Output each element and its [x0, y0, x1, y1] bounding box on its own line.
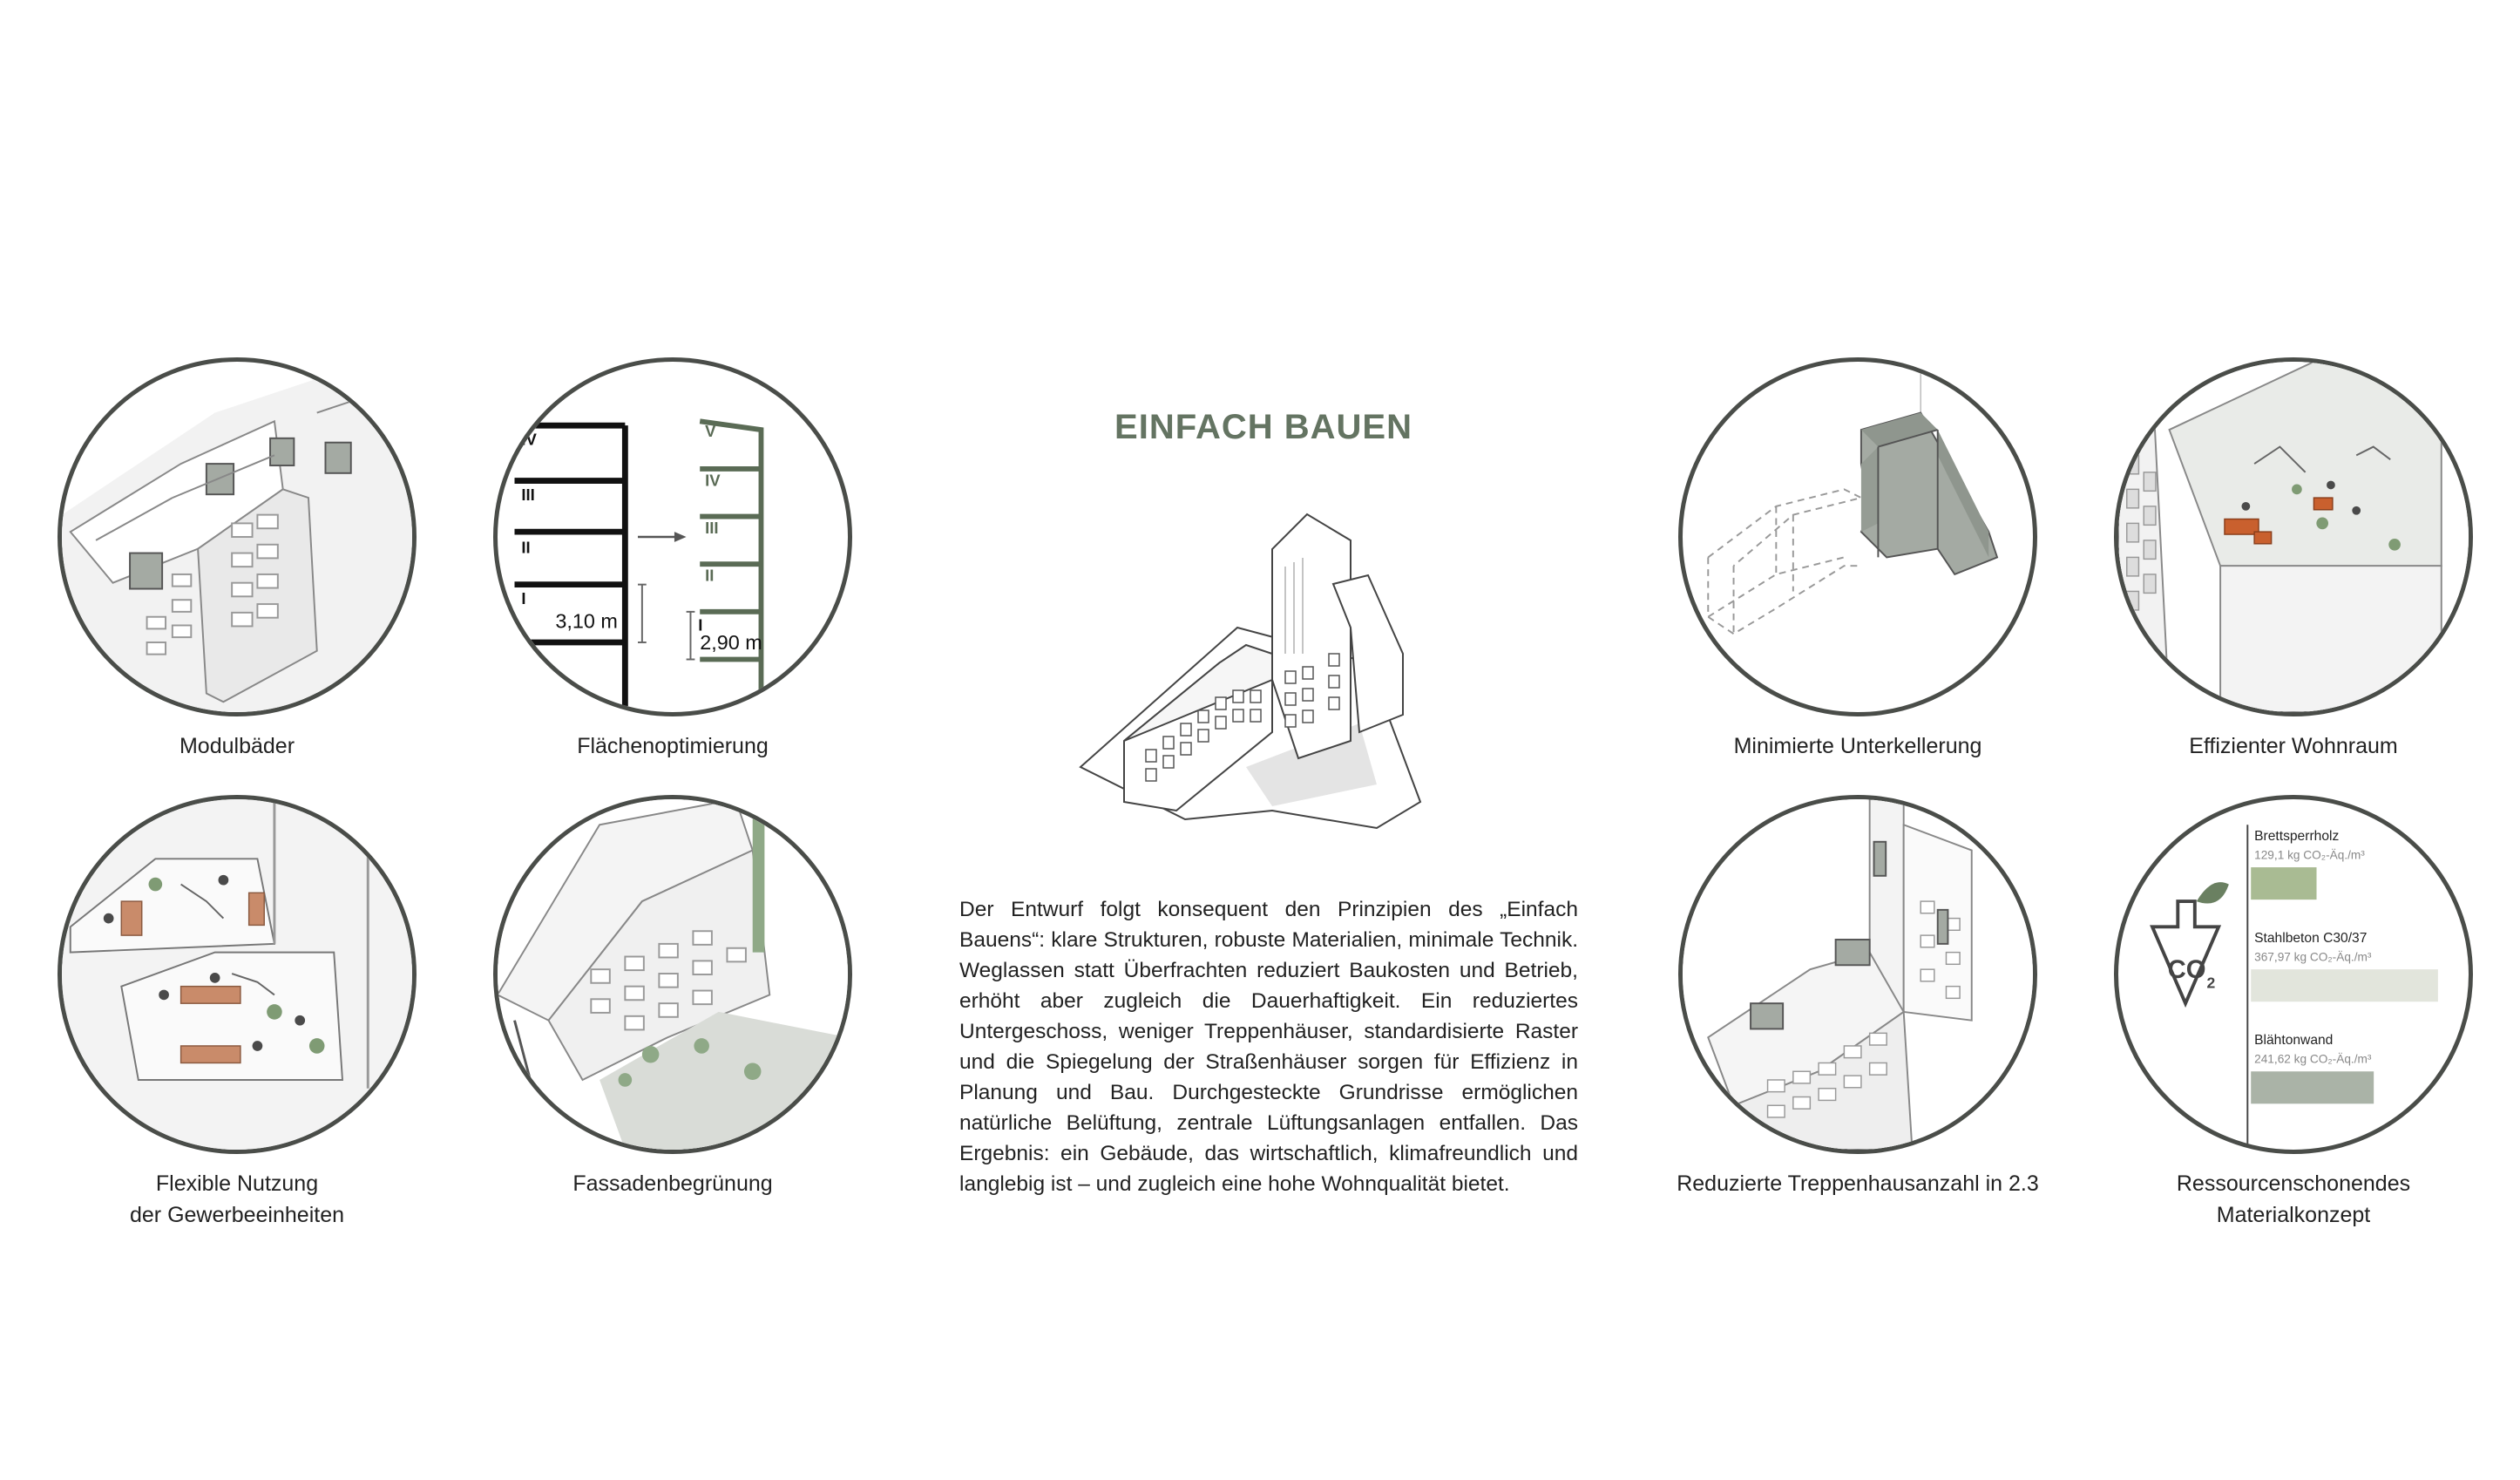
page-title: EINFACH BAUEN — [1114, 408, 1412, 446]
treppenhaus-illustration — [1678, 795, 2037, 1154]
body-paragraph: Der Entwurf folgt konsequent den Prinzipien des „Einfach Bauens“: klare Strukturen, robuste Materialien, minimale Technik. Weglassen statt Überfrachten reduziert Baukosten und Betrieb, erhöht aber zugleich die Dauerhaftigkeit. Ein reduziertes Untergeschoss, weniger Treppenhäuser, standardisierte Raster und die Spiegelung der Straßenhäuser sorgen für Effizienz in Planung und Bau. Durchgesteckte Grundrisse ermöglichen natürliche Belüftung, zentrale Lüftungsanlagen entfallen. Das Ergebnis: ein Gebäude, das wirtschaftlich, klimafreundlich und langlebig ist – und zugleich eine hohe Wohnqualität bietet. — [959, 898, 1578, 1196]
bar-1 — [2251, 969, 2438, 1001]
bar-value-label-2: 241,62 kg CO₂-Äq./m³ — [2254, 1052, 2372, 1066]
bar-value-label-0: 129,1 kg CO₂-Äq./m³ — [2254, 848, 2365, 862]
caption-flexible-nutzung: Flexible Nutzung der Gewerbeeinheiten — [130, 1171, 344, 1227]
wohnraum-illustration — [2114, 357, 2473, 716]
co2-label: CO — [2167, 955, 2206, 984]
flaechenoptimierung-illustration — [493, 357, 852, 716]
caption-fassadenbegruenung: Fassadenbegrünung — [572, 1171, 773, 1196]
caption-treppenhaus: Reduzierte Treppenhausanzahl in 2.3 — [1677, 1171, 2039, 1196]
right-height-label: 2,90 m — [700, 630, 762, 654]
co2-subscript: 2 — [2206, 974, 2216, 992]
unterkellerung-illustration — [1678, 357, 2037, 716]
right-floor-label-ii: II — [705, 566, 715, 585]
bar-name-2: Blähtonwand — [2254, 1033, 2334, 1049]
left-floor-label-ii: II — [521, 538, 531, 557]
bar-name-0: Brettsperrholz — [2254, 828, 2340, 844]
modulbaeder-illustration — [58, 357, 417, 716]
left-floor-label-i: I — [521, 589, 526, 608]
bar-2 — [2251, 1071, 2374, 1103]
flexible-nutzung-illustration — [58, 795, 417, 1154]
right-floor-label-iv: IV — [705, 471, 721, 490]
left-height-label: 3,10 m — [555, 609, 618, 633]
bar-name-1: Stahlbeton C30/37 — [2254, 930, 2368, 946]
materialkonzept-chart — [2114, 795, 2473, 1154]
left-floor-label-iii: III — [521, 485, 535, 505]
bar-value-label-1: 367,97 kg CO₂-Äq./m³ — [2254, 950, 2372, 964]
caption-wohnraum: Effizienter Wohnraum — [2189, 734, 2398, 758]
fassadenbegruenung-illustration — [493, 795, 852, 1154]
caption-materialkonzept: Ressourcenschonendes Materialkonzept — [2176, 1171, 2411, 1227]
caption-modulbaeder: Modulbäder — [179, 734, 295, 758]
bar-0 — [2251, 867, 2316, 900]
right-floor-label-iii: III — [705, 519, 719, 538]
left-floor-label-iv: IV — [521, 430, 537, 449]
right-floor-label-v: V — [705, 421, 716, 440]
central-building-illustration — [1072, 497, 1438, 863]
caption-flaechenoptimierung: Flächenoptimierung — [577, 734, 769, 758]
caption-unterkellerung: Minimierte Unterkellerung — [1733, 734, 1982, 758]
leaf-icon — [2197, 882, 2229, 903]
right-floor-label-i: I — [698, 615, 703, 635]
